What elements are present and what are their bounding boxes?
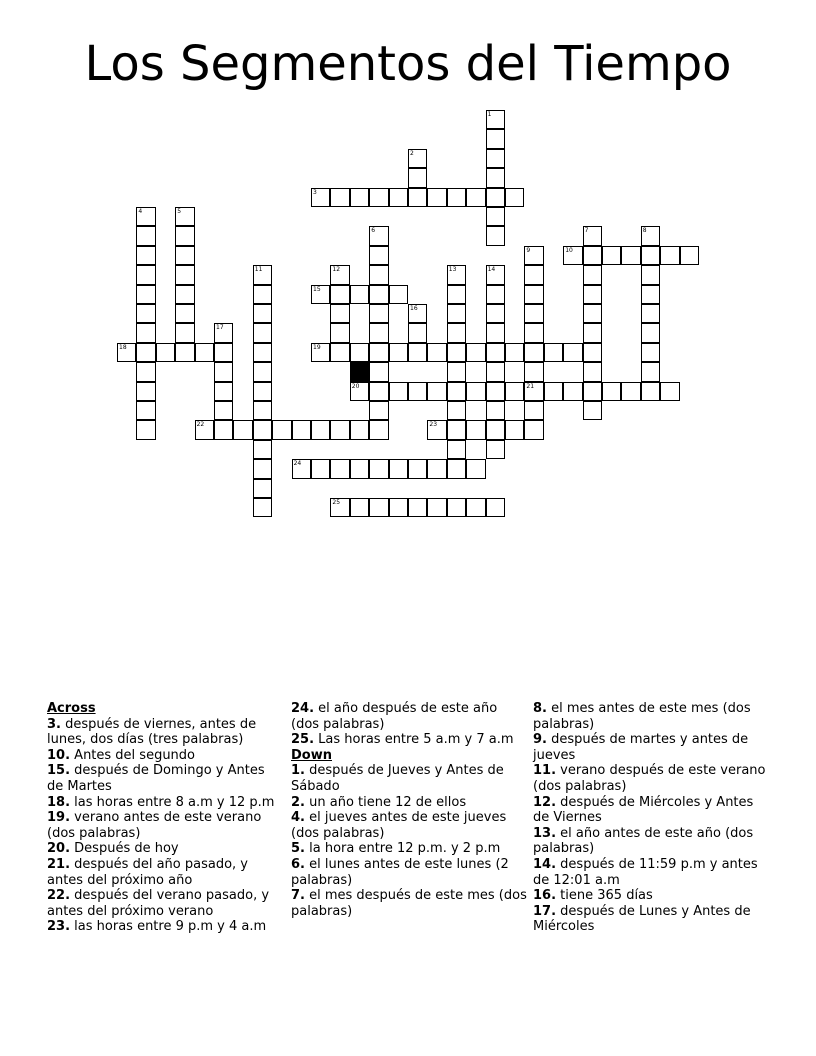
grid-cell[interactable] bbox=[389, 382, 408, 401]
grid-cell[interactable] bbox=[544, 382, 563, 401]
grid-cell[interactable] bbox=[330, 459, 349, 478]
clue-number-6: 6 bbox=[371, 227, 376, 235]
grid-cell[interactable] bbox=[136, 246, 155, 265]
clue-number-22: 22 bbox=[196, 421, 205, 429]
clue-down-14: 14. después de 11:59 p.m y antes de 12:01 a.m bbox=[533, 856, 758, 888]
grid-cell[interactable] bbox=[466, 382, 485, 401]
grid-cell[interactable] bbox=[447, 323, 466, 342]
clue-down-6: 6. el lunes antes de este lunes (2 palabras) bbox=[291, 856, 509, 888]
grid-cell[interactable] bbox=[583, 382, 602, 401]
grid-cell[interactable] bbox=[350, 498, 369, 517]
grid-cell[interactable] bbox=[486, 149, 505, 168]
clues-column-3 bbox=[533, 701, 769, 935]
grid-cell[interactable] bbox=[408, 498, 427, 517]
grid-cell[interactable] bbox=[175, 323, 194, 342]
grid-cell[interactable] bbox=[136, 323, 155, 342]
grid-cell[interactable] bbox=[486, 382, 505, 401]
grid-cell[interactable] bbox=[369, 265, 388, 284]
clue-number-3: 3 bbox=[313, 188, 317, 196]
clue-number-4: 4 bbox=[138, 208, 143, 215]
clue-number-2: 2 bbox=[410, 149, 414, 157]
grid-cell[interactable] bbox=[660, 382, 679, 401]
grid-cell[interactable] bbox=[583, 246, 602, 265]
grid-cell[interactable] bbox=[369, 401, 388, 420]
grid-cell[interactable] bbox=[583, 362, 602, 381]
grid-cell[interactable] bbox=[369, 498, 388, 517]
grid-cell[interactable] bbox=[660, 246, 679, 265]
grid-cell[interactable] bbox=[369, 382, 388, 401]
grid-cell[interactable] bbox=[427, 459, 446, 478]
grid-cell[interactable] bbox=[253, 420, 272, 439]
clue-number-17: 17 bbox=[216, 324, 224, 332]
clue-down-8: 8. el mes antes de este mes (dos palabras) bbox=[533, 701, 751, 732]
grid-cell[interactable] bbox=[641, 323, 660, 342]
clue-down-1: 1. después de Jueves y Antes de Sábado bbox=[291, 763, 504, 794]
grid-cell[interactable] bbox=[466, 188, 485, 207]
clue-down-16: 16. tiene 365 días bbox=[533, 888, 653, 904]
grid-cell[interactable] bbox=[583, 323, 602, 342]
clue-down-13: 13. el año antes de este año (dos palabras) bbox=[533, 825, 754, 857]
grid-cell[interactable] bbox=[524, 420, 543, 439]
grid-cell[interactable] bbox=[505, 382, 524, 401]
clue-across-3: 3. después de viernes, antes de lunes, dos días (tres palabras) bbox=[47, 716, 257, 748]
grid-cell[interactable] bbox=[427, 498, 446, 517]
grid-cell[interactable] bbox=[369, 420, 388, 439]
grid-cell[interactable] bbox=[641, 246, 660, 265]
grid-cell[interactable] bbox=[408, 323, 427, 342]
grid-cell[interactable] bbox=[641, 304, 660, 323]
grid-cell[interactable] bbox=[214, 420, 233, 439]
grid-cell[interactable] bbox=[680, 246, 699, 265]
grid-cell[interactable] bbox=[369, 362, 388, 381]
grid-cell[interactable] bbox=[175, 343, 194, 362]
grid-cell[interactable] bbox=[641, 285, 660, 304]
grid-cell[interactable] bbox=[427, 188, 446, 207]
grid-cell[interactable] bbox=[563, 382, 582, 401]
grid-cell[interactable] bbox=[486, 401, 505, 420]
grid-cell[interactable] bbox=[524, 323, 543, 342]
grid-cell[interactable] bbox=[136, 285, 155, 304]
grid-cell[interactable] bbox=[621, 382, 640, 401]
clue-across-15: 15. después de Domingo y Antes de Martes bbox=[47, 763, 265, 794]
clue-down-2: 2. un año tiene 12 de ellos bbox=[291, 794, 467, 810]
across-header: Across bbox=[47, 701, 96, 716]
grid-cell[interactable] bbox=[350, 343, 369, 362]
grid-cell[interactable] bbox=[524, 265, 543, 284]
grid-cell[interactable] bbox=[195, 343, 214, 362]
grid-cell[interactable] bbox=[583, 265, 602, 284]
grid-cell[interactable] bbox=[544, 343, 563, 362]
grid-cell[interactable] bbox=[369, 285, 388, 304]
grid-cell[interactable] bbox=[427, 382, 446, 401]
grid-cell[interactable] bbox=[427, 343, 446, 362]
grid-cell[interactable] bbox=[389, 459, 408, 478]
clue-across-22: 22. después del verano pasado, y antes del próximo verano bbox=[47, 888, 270, 919]
grid-cell[interactable] bbox=[350, 188, 369, 207]
grid-cell[interactable] bbox=[253, 401, 272, 420]
grid-cell[interactable] bbox=[583, 401, 602, 420]
grid-cell[interactable] bbox=[466, 343, 485, 362]
grid-cell[interactable] bbox=[486, 440, 505, 459]
clue-across-10: 10. Antes del segundo bbox=[47, 747, 196, 763]
clue-down-5: 5. la hora entre 12 p.m. y 2 p.m bbox=[291, 841, 501, 857]
grid-cell[interactable] bbox=[369, 343, 388, 362]
grid-cell[interactable] bbox=[486, 168, 505, 187]
grid-cell[interactable] bbox=[486, 129, 505, 148]
grid-cell[interactable] bbox=[583, 285, 602, 304]
clue-across-23: 23. las horas entre 9 p.m y 4 a.m bbox=[47, 919, 267, 935]
grid-cell[interactable] bbox=[136, 304, 155, 323]
black-square bbox=[350, 362, 369, 381]
down-header: Down bbox=[291, 747, 332, 763]
clue-number-18: 18 bbox=[119, 343, 127, 351]
grid-cell[interactable] bbox=[311, 420, 330, 439]
clue-across-21: 21. después del año pasado, y antes del próximo año bbox=[47, 856, 248, 888]
grid-cell[interactable] bbox=[175, 265, 194, 284]
clues-column-2 bbox=[291, 701, 527, 919]
grid-cell[interactable] bbox=[447, 362, 466, 381]
clue-number-9: 9 bbox=[526, 246, 531, 254]
grid-cell[interactable] bbox=[350, 459, 369, 478]
clue-number-23: 23 bbox=[429, 421, 438, 429]
grid-cell[interactable] bbox=[330, 285, 349, 304]
grid-cell[interactable] bbox=[486, 323, 505, 342]
grid-cell[interactable] bbox=[486, 343, 505, 362]
grid-cell[interactable] bbox=[330, 323, 349, 342]
grid-cell[interactable] bbox=[408, 459, 427, 478]
grid-cell[interactable] bbox=[641, 382, 660, 401]
grid-cell[interactable] bbox=[369, 323, 388, 342]
grid-cell[interactable] bbox=[447, 285, 466, 304]
grid-cell[interactable] bbox=[466, 459, 485, 478]
clue-across-25: 25. Las horas entre 5 a.m y 7 a.m bbox=[291, 732, 514, 748]
grid-cell[interactable] bbox=[136, 362, 155, 381]
clue-number-8: 8 bbox=[642, 227, 647, 235]
grid-cell[interactable] bbox=[253, 440, 272, 459]
grid-cell[interactable] bbox=[505, 420, 524, 439]
grid-cell[interactable] bbox=[408, 343, 427, 362]
grid-cell[interactable] bbox=[253, 382, 272, 401]
clue-across-20: 20. Después de hoy bbox=[47, 841, 179, 857]
grid-cell[interactable] bbox=[486, 226, 505, 245]
clue-number-25: 25 bbox=[332, 499, 341, 506]
grid-cell[interactable] bbox=[175, 285, 194, 304]
grid-cell[interactable] bbox=[350, 420, 369, 439]
grid-cell[interactable] bbox=[447, 420, 466, 439]
grid-cell[interactable] bbox=[389, 498, 408, 517]
clue-number-5: 5 bbox=[177, 208, 182, 215]
grid-cell[interactable] bbox=[486, 188, 505, 207]
clue-number-15: 15 bbox=[313, 285, 321, 293]
clue-down-17: 17. después de Lunes y Antes de Miércoles bbox=[533, 903, 751, 935]
clue-number-12: 12 bbox=[332, 266, 341, 274]
grid-cell[interactable] bbox=[408, 168, 427, 187]
grid-cell[interactable] bbox=[175, 304, 194, 323]
grid-cell[interactable] bbox=[330, 188, 349, 207]
grid-cell[interactable] bbox=[292, 420, 311, 439]
grid-cell[interactable] bbox=[621, 246, 640, 265]
grid-cell[interactable] bbox=[233, 420, 252, 439]
grid-cell[interactable] bbox=[583, 343, 602, 362]
grid-cell[interactable] bbox=[272, 420, 291, 439]
grid-cell[interactable] bbox=[253, 459, 272, 478]
grid-cell[interactable] bbox=[136, 420, 155, 439]
grid-cell[interactable] bbox=[253, 498, 272, 517]
grid-cell[interactable] bbox=[641, 362, 660, 381]
clue-down-9: 9. después de martes y antes de jueves bbox=[533, 732, 749, 763]
grid-cell[interactable] bbox=[486, 285, 505, 304]
grid-cell[interactable] bbox=[447, 188, 466, 207]
clue-number-19: 19 bbox=[313, 343, 321, 351]
grid-cell[interactable] bbox=[466, 420, 485, 439]
grid-cell[interactable] bbox=[369, 188, 388, 207]
clue-across-24: 24. el año después de este año (dos palabras) bbox=[291, 701, 498, 732]
grid-cell[interactable] bbox=[136, 382, 155, 401]
grid-cell[interactable] bbox=[311, 459, 330, 478]
clue-number-24: 24 bbox=[293, 460, 302, 468]
grid-cell[interactable] bbox=[524, 304, 543, 323]
grid-cell[interactable] bbox=[175, 226, 194, 245]
grid-cell[interactable] bbox=[253, 304, 272, 323]
grid-cell[interactable] bbox=[641, 265, 660, 284]
grid-cell[interactable] bbox=[253, 343, 272, 362]
grid-cell[interactable] bbox=[486, 207, 505, 226]
clue-number-7: 7 bbox=[584, 227, 589, 235]
grid-cell[interactable] bbox=[447, 382, 466, 401]
grid-cell[interactable] bbox=[583, 304, 602, 323]
grid-cell[interactable] bbox=[330, 304, 349, 323]
grid-cell[interactable] bbox=[447, 459, 466, 478]
grid-cell[interactable] bbox=[136, 343, 155, 362]
grid-cell[interactable] bbox=[447, 498, 466, 517]
clue-number-14: 14 bbox=[487, 266, 496, 274]
grid-cell[interactable] bbox=[214, 362, 233, 381]
grid-cell[interactable] bbox=[486, 304, 505, 323]
grid-cell[interactable] bbox=[136, 401, 155, 420]
clue-number-1: 1 bbox=[487, 111, 492, 118]
grid-cell[interactable] bbox=[330, 343, 349, 362]
clue-down-4: 4. el jueves antes de este jueves (dos palabras) bbox=[291, 810, 507, 841]
grid-cell[interactable] bbox=[214, 382, 233, 401]
grid-cell[interactable] bbox=[602, 382, 621, 401]
grid-cell[interactable] bbox=[408, 188, 427, 207]
clues-column-1 bbox=[47, 701, 283, 935]
grid-cell[interactable] bbox=[505, 188, 524, 207]
page-title: Los Segmentos del Tiempo bbox=[84, 36, 732, 92]
grid-cell[interactable] bbox=[486, 420, 505, 439]
grid-cell[interactable] bbox=[563, 343, 582, 362]
grid-cell[interactable] bbox=[524, 285, 543, 304]
grid-cell[interactable] bbox=[175, 246, 194, 265]
grid-cell[interactable] bbox=[214, 343, 233, 362]
grid-cell[interactable] bbox=[389, 343, 408, 362]
grid-cell[interactable] bbox=[389, 188, 408, 207]
grid-cell[interactable] bbox=[253, 362, 272, 381]
grid-cell[interactable] bbox=[369, 304, 388, 323]
grid-cell[interactable] bbox=[253, 323, 272, 342]
grid-cell[interactable] bbox=[641, 343, 660, 362]
clue-down-7: 7. el mes después de este mes (dos palabras) bbox=[291, 888, 527, 919]
grid-cell[interactable] bbox=[447, 343, 466, 362]
grid-cell[interactable] bbox=[447, 304, 466, 323]
grid-cell[interactable] bbox=[524, 362, 543, 381]
grid-cell[interactable] bbox=[253, 285, 272, 304]
grid-cell[interactable] bbox=[447, 401, 466, 420]
grid-cell[interactable] bbox=[369, 459, 388, 478]
clue-number-21: 21 bbox=[526, 382, 535, 390]
grid-cell[interactable] bbox=[369, 246, 388, 265]
grid-cell[interactable] bbox=[602, 246, 621, 265]
clue-number-20: 20 bbox=[351, 382, 360, 390]
grid-cell[interactable] bbox=[350, 285, 369, 304]
grid-cell[interactable] bbox=[156, 343, 175, 362]
grid-cell[interactable] bbox=[389, 285, 408, 304]
grid-cell[interactable] bbox=[136, 265, 155, 284]
grid-cell[interactable] bbox=[505, 343, 524, 362]
grid-cell[interactable] bbox=[486, 498, 505, 517]
clue-down-12: 12. después de Miércoles y Antes de Viernes bbox=[533, 794, 754, 826]
clue-across-19: 19. verano antes de este verano (dos palabras) bbox=[47, 810, 262, 841]
clue-number-16: 16 bbox=[410, 305, 418, 312]
grid-cell[interactable] bbox=[253, 479, 272, 498]
grid-cell[interactable] bbox=[408, 382, 427, 401]
clue-number-10: 10 bbox=[565, 246, 573, 254]
clue-across-18: 18. las horas entre 8 a.m y 12 p.m bbox=[47, 794, 275, 810]
grid-cell[interactable] bbox=[447, 440, 466, 459]
clue-down-11: 11. verano después de este verano (dos palabras) bbox=[533, 763, 766, 794]
grid-cell[interactable] bbox=[214, 401, 233, 420]
grid-cell[interactable] bbox=[524, 401, 543, 420]
clue-number-11: 11 bbox=[254, 266, 263, 274]
grid-cell[interactable] bbox=[136, 226, 155, 245]
grid-cell[interactable] bbox=[524, 343, 543, 362]
grid-cell[interactable] bbox=[486, 362, 505, 381]
grid-cell[interactable] bbox=[466, 498, 485, 517]
grid-cell[interactable] bbox=[330, 420, 349, 439]
clue-number-13: 13 bbox=[448, 266, 457, 274]
